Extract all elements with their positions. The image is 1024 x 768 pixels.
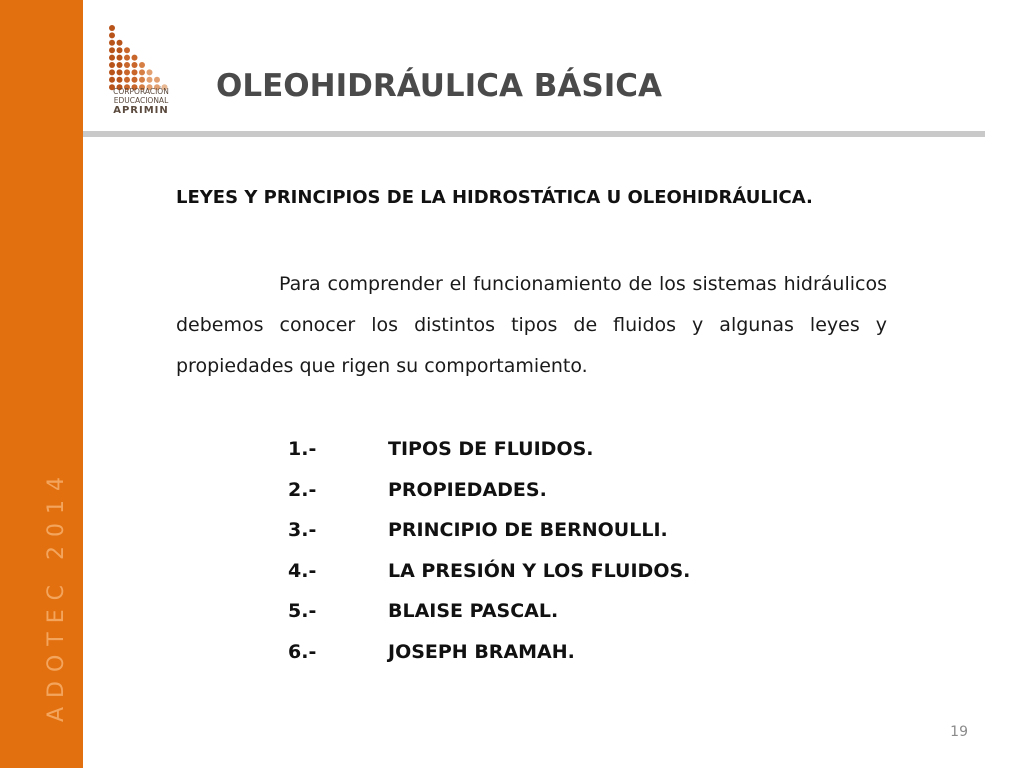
- item-number: 5.-: [288, 600, 317, 622]
- list-item: [288, 432, 690, 473]
- list-item: [288, 594, 690, 635]
- intro-paragraph: Para comprender el funcionamiento de los sistemas hidráulicos debemos conocer los distintos tipos de fluidos y algunas leyes y propiedades que rigen su comportamiento.: [176, 273, 887, 377]
- section-subtitle: LEYES Y PRINCIPIOS DE LA HIDROSTÁTICA U OLEOHIDRÁULICA.: [176, 187, 813, 208]
- item-text: LA PRESIÓN Y LOS FLUIDOS.: [388, 559, 691, 582]
- list-item: [288, 635, 690, 676]
- item-text: PROPIEDADES.: [388, 478, 547, 501]
- sidebar-vertical-text: ADOTEC 2014: [44, 468, 69, 722]
- logo-line-2: EDUCACIONAL: [113, 96, 169, 105]
- item-text: PRINCIPIO DE BERNOULLI.: [388, 519, 668, 541]
- item-number: 1.-: [288, 438, 317, 460]
- page-number: 19: [950, 724, 968, 740]
- item-text: BLAISE PASCAL.: [388, 600, 559, 622]
- item-number: 6.-: [288, 640, 317, 663]
- logo-line-1: CORPORACIÓN: [113, 87, 169, 96]
- item-number: 2.-: [288, 478, 317, 501]
- item-number: 3.-: [288, 519, 317, 541]
- list-item: [288, 554, 690, 595]
- item-number: 4.-: [288, 559, 317, 582]
- item-text: JOSEPH BRAMAH.: [388, 640, 575, 663]
- list-item: [288, 473, 690, 514]
- orange-sidebar: [0, 0, 83, 768]
- page-title: OLEOHIDRÁULICA BÁSICA: [216, 68, 662, 104]
- list-item: [288, 513, 690, 554]
- topic-list: [288, 432, 690, 675]
- header-divider: [83, 131, 985, 137]
- logo-line-3: APRIMIN: [113, 105, 169, 116]
- item-text: TIPOS DE FLUIDOS.: [388, 438, 594, 460]
